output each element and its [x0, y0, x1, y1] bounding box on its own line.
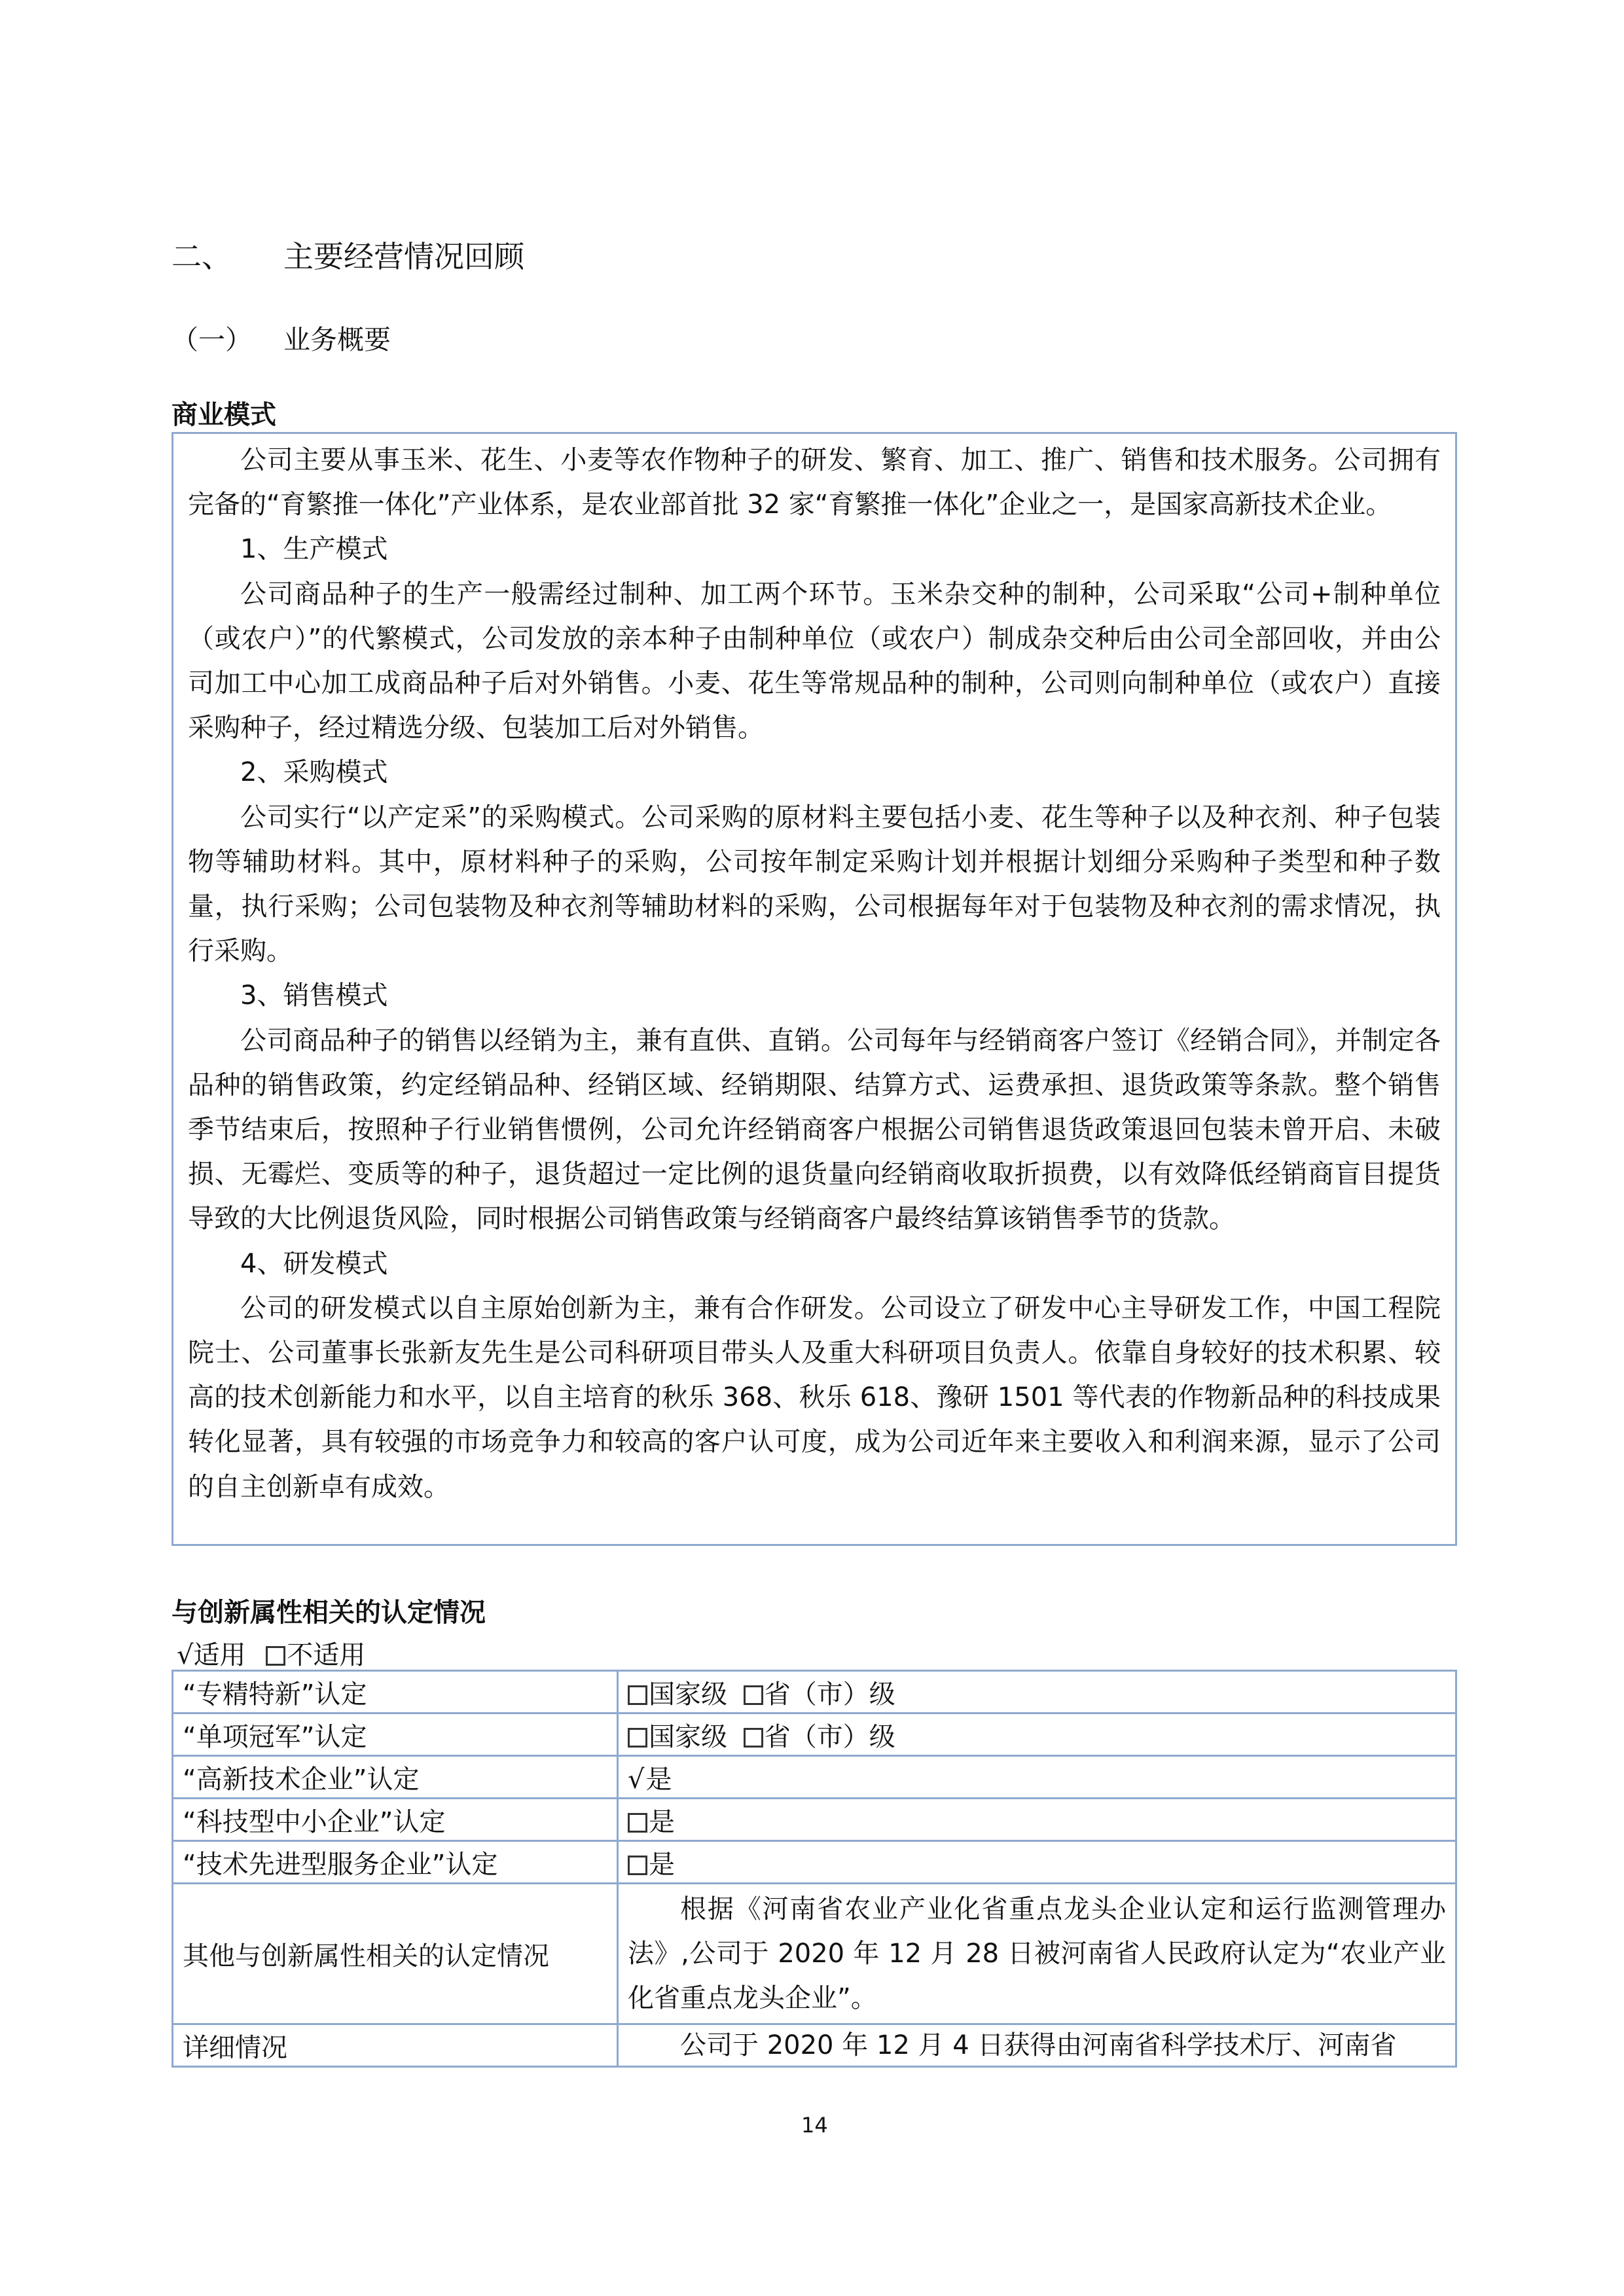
- option-national: 国家级: [649, 1679, 727, 1710]
- table-row: [173, 1756, 1456, 1799]
- detail-text: 公司于 2020 年 12 月 4 日获得由河南省科学技术厅、河南省: [618, 2024, 1456, 2067]
- business-model-box: [171, 432, 1457, 1546]
- check-mark-icon: √: [177, 1640, 194, 1670]
- table-row: [173, 1713, 1456, 1756]
- innovation-heading: 与创新属性相关的认定情况: [171, 1598, 486, 1628]
- model-title-production: 1、生产模式: [240, 534, 388, 565]
- model-title-sales: 3、销售模式: [240, 980, 388, 1011]
- model-title-procurement: 2、采购模式: [240, 757, 388, 788]
- applicability-line: [177, 1634, 365, 1672]
- model-text-production: 公司商品种子的生产一般需经过制种、加工两个环节。玉米杂交种的制种，公司采取“公司+制种单位（或农户）”的代繁模式，公司发放的亲本种子由制种单位（或农户）制成杂交种后由公司全部回收，并由公司加工中心加工成商品种子后对外销售。小麦、花生等常规品种的制种，公司则向制种单位（或农户）直接采购种子，经过精选分级、包装加工后对外销售。: [188, 579, 1441, 744]
- option-provincial: 省（市）级: [764, 1721, 895, 1752]
- empty-checkbox-icon: [628, 1685, 647, 1705]
- option-national: 国家级: [649, 1721, 727, 1752]
- row-label: “高新技术企业”认定: [173, 1756, 618, 1799]
- row-label: “技术先进型服务企业”认定: [173, 1841, 618, 1884]
- table-row: [173, 1884, 1456, 2024]
- row-options: [618, 1671, 1456, 1713]
- model-title-rnd: 4、研发模式: [240, 1248, 388, 1279]
- table-row: [173, 1841, 1456, 1884]
- model-text-procurement: 公司实行“以产定采”的采购模式。公司采购的原材料主要包括小麦、花生等种子以及种衣剂、种子包装物等辅助材料。其中，原材料种子的采购，公司按年制定采购计划并根据计划细分采购种子类型和种子数量，执行采购；公司包装物及种衣剂等辅助材料的采购，公司根据每年对于包装物及种衣剂的需求情况，执行采购。: [188, 802, 1441, 967]
- applicable-label: 适用: [193, 1640, 246, 1670]
- table-row: [173, 1671, 1456, 1713]
- business-model-heading: 商业模式: [171, 400, 276, 430]
- table-row: [173, 2024, 1456, 2067]
- section-title: 主要经营情况回顾: [283, 239, 524, 274]
- value-yes: 是: [649, 1806, 675, 1837]
- row-value: [618, 1799, 1456, 1841]
- empty-checkbox-icon: [266, 1646, 285, 1666]
- empty-checkbox-icon: [628, 1728, 647, 1748]
- value-yes: 是: [645, 1764, 672, 1795]
- subsection-number: （一）: [171, 324, 252, 355]
- row-options: [618, 1713, 1456, 1756]
- row-value: [618, 1756, 1456, 1799]
- other-certification-text: 根据《河南省农业产业化省重点龙头企业认定和运行监测管理办法》,公司于 2020 年 12 月 28 日被河南省人民政府认定为“农业产业化省重点龙头企业”。: [618, 1884, 1456, 2024]
- innovation-table: [171, 1670, 1457, 2068]
- check-mark-icon: √: [628, 1764, 645, 1795]
- empty-checkbox-icon: [744, 1685, 763, 1705]
- empty-checkbox-icon: [628, 1813, 647, 1833]
- model-text-rnd: 公司的研发模式以自主原始创新为主，兼有合作研发。公司设立了研发中心主导研发工作，中国工程院院士、公司董事长张新友先生是公司科研项目带头人及重大科研项目负责人。依靠自身较好的技术积累、较高的技术创新能力和水平，以自主培育的秋乐 368、秋乐 618、豫研 1501 等代表的作物新品种的科技成果转化显著，具有较强的市场竞争力和较高的客户认可度，成为公司近年来主要收入和利润来源，显示了公司的自主创新卓有成效。: [188, 1293, 1441, 1502]
- section-number: 二、: [171, 239, 232, 274]
- not-applicable-label: 不适用: [287, 1640, 366, 1670]
- row-label: 其他与创新属性相关的认定情况: [173, 1884, 618, 2024]
- model-text-sales: 公司商品种子的销售以经销为主，兼有直供、直销。公司每年与经销商客户签订《经销合同》，并制定各品种的销售政策，约定经销品种、经销区域、经销期限、结算方式、运费承担、退货政策等条款。整个销售季节结束后，按照种子行业销售惯例，公司允许经销商客户根据公司销售退货政策退回包装未曾开启、未破损、无霉烂、变质等的种子，退货超过一定比例的退货量向经销商收取折损费，以有效降低经销商盲目提货导致的大比例退货风险，同时根据公司销售政策与经销商客户最终结算该销售季节的货款。: [188, 1025, 1441, 1234]
- subsection-title: 业务概要: [283, 324, 391, 355]
- empty-checkbox-icon: [628, 1856, 647, 1875]
- row-label: “单项冠军”认定: [173, 1713, 618, 1756]
- table-row: [173, 1799, 1456, 1841]
- business-model-intro: 公司主要从事玉米、花生、小麦等农作物种子的研发、繁育、加工、推广、销售和技术服务。公司拥有完备的“育繁推一体化”产业体系，是农业部首批 32 家“育繁推一体化”企业之一，是国家高新技术企业。: [188, 445, 1441, 520]
- value-yes: 是: [649, 1849, 675, 1880]
- empty-checkbox-icon: [744, 1728, 763, 1748]
- row-value: [618, 1841, 1456, 1884]
- option-provincial: 省（市）级: [764, 1679, 895, 1710]
- page-number: 14: [801, 2113, 828, 2138]
- row-label: 详细情况: [173, 2024, 618, 2067]
- row-label: “科技型中小企业”认定: [173, 1799, 618, 1841]
- row-label: “专精特新”认定: [173, 1671, 618, 1713]
